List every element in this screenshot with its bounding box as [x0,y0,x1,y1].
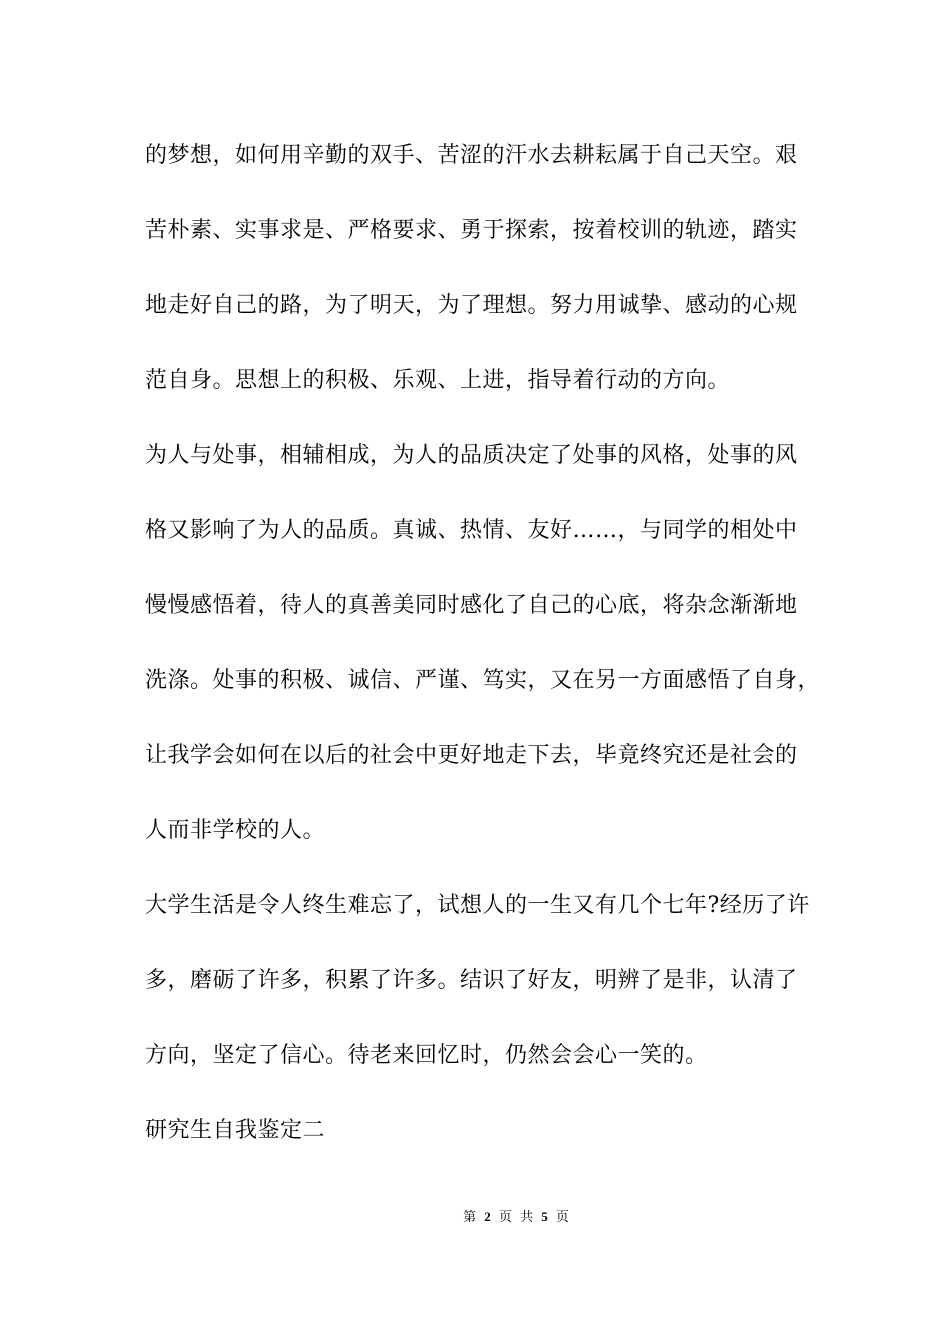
text-line: 洗涤。处事的积极、诚信、严谨、笃实，又在另一方面感悟了自身， [145,668,821,693]
text-line: 慢慢感悟着，待人的真善美同时感化了自己的心底，将杂念渐渐地 [145,593,798,618]
text-line: 方向，坚定了信心。待老来回忆时，仍然会会心一笑的。 [145,1043,708,1068]
footer-total-pages: 5 [541,1209,548,1224]
page-footer [0,1208,950,1227]
text-line: 苦朴素、实事求是、严格要求、勇于探索，按着校训的轨迹，踏实 [145,218,798,243]
text-line: 人而非学校的人。 [145,818,326,843]
text-line: 格又影响了为人的品质。真诚、热情、友好……，与同学的相处中 [145,518,798,543]
text-line: 大学生活是令人终生难忘了，试想人的一生又有几个七年?经历了许 [145,893,810,918]
footer-page-number: 2 [484,1209,491,1224]
text-line: 为人与处事，相辅相成，为人的品质决定了处事的风格，处事的风 [145,443,798,468]
text-line: 地走好自己的路，为了明天，为了理想。努力用诚挚、感动的心规 [145,293,798,318]
text-line: 让我学会如何在以后的社会中更好地走下去，毕竟终究还是社会的 [145,743,798,768]
footer-prefix: 第 [463,1210,477,1225]
text-line: 范自身。思想上的积极、乐观、上进，指导着行动的方向。 [145,368,731,393]
footer-total-word: 共 [520,1210,534,1225]
text-line: 多，磨砺了许多，积累了许多。结识了好友，明辨了是非，认清了 [145,968,798,993]
section-heading: 研究生自我鉴定二 [145,1118,326,1143]
text-line: 的梦想，如何用辛勤的双手、苦涩的汗水去耕耘属于自己天空。艰 [145,143,798,168]
footer-page-word: 页 [498,1210,512,1225]
footer-suffix: 页 [555,1210,569,1225]
